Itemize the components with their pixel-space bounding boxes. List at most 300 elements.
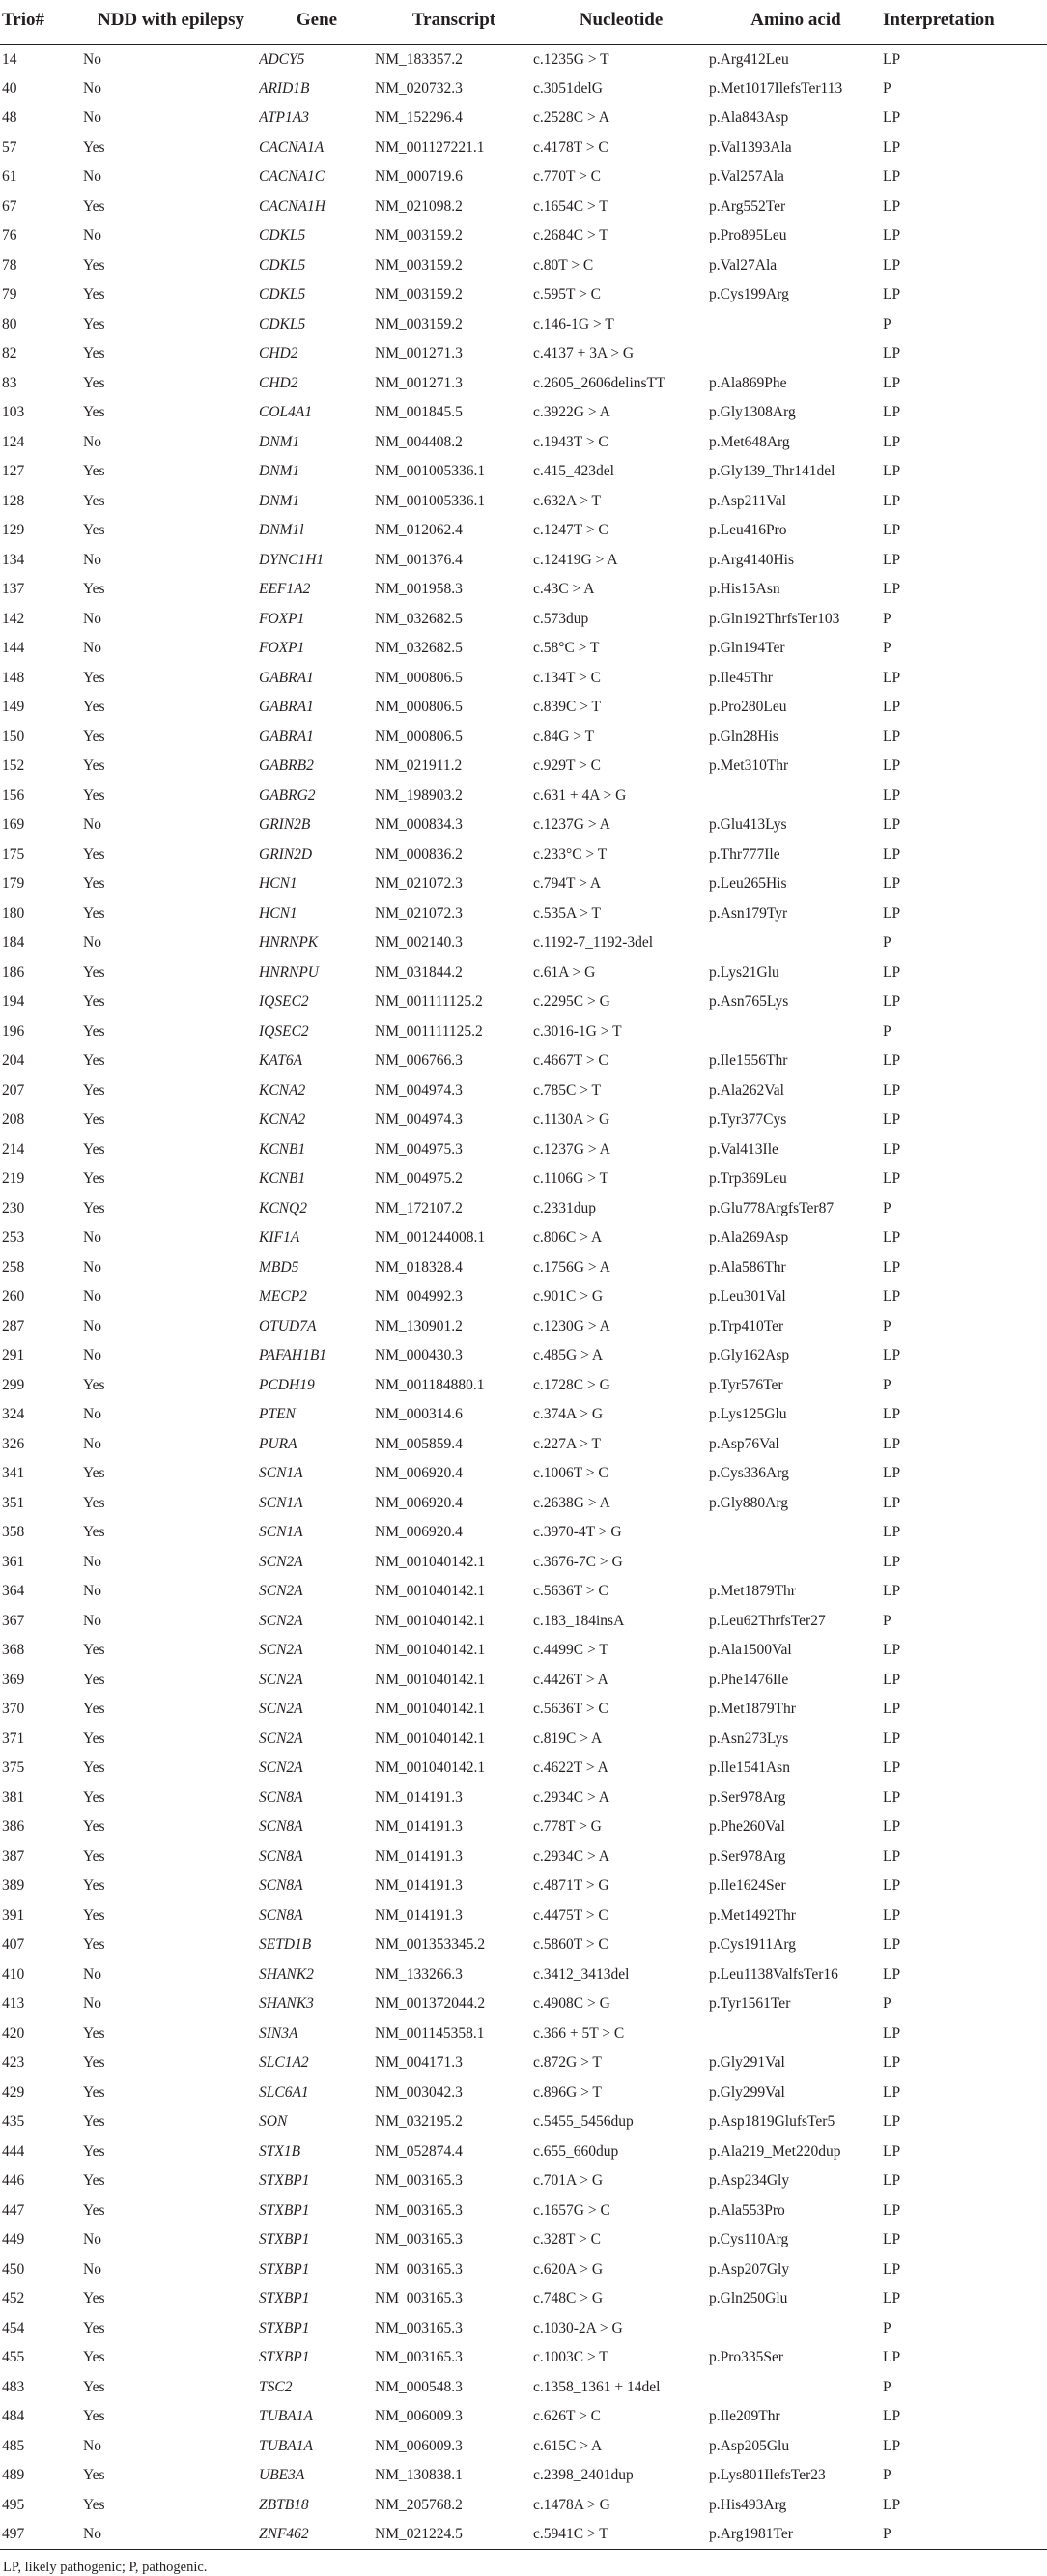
cell-trio: 169 [2, 816, 25, 834]
cell-transcript: NM_152296.4 [375, 109, 463, 127]
table-row [0, 1813, 1047, 1843]
cell-trio: 152 [2, 758, 25, 775]
header-trio: Trio# [0, 0, 83, 44]
cell-transcript: NM_003159.2 [375, 227, 463, 244]
cell-trio: 447 [2, 2201, 25, 2218]
cell-nucleotide: c.1943T > C [533, 433, 608, 450]
cell-transcript: NM_001005336.1 [375, 463, 486, 480]
cell-nucleotide: c.839C > T [533, 699, 602, 716]
cell-transcript: NM_003165.3 [375, 2172, 463, 2190]
cell-nucleotide: c.901C > G [533, 1288, 604, 1305]
cell-interpretation: LP [883, 2201, 901, 2218]
cell-gene: SCN2A [259, 1730, 303, 1747]
cell-gene: CACNA1C [259, 168, 325, 186]
cell-amino-acid [709, 1017, 883, 1047]
cell-trio: 61 [2, 168, 17, 186]
table-row [0, 428, 1047, 458]
cell-gene: KAT6A [259, 1052, 303, 1070]
cell-gene: SLC1A2 [259, 2054, 309, 2072]
cell-trio: 381 [2, 1789, 25, 1806]
cell-ndd-with-epilepsy: Yes [83, 286, 105, 303]
cell-amino-acid: p.Met1879Thr [709, 1701, 796, 1718]
cell-transcript: NM_000806.5 [375, 669, 463, 686]
cell-gene: DNM1 [259, 433, 300, 450]
cell-transcript: NM_021911.2 [375, 758, 463, 775]
cell-transcript: NM_001111125.2 [375, 993, 483, 1011]
cell-trio: 386 [2, 1818, 25, 1836]
cell-nucleotide: c.626T > C [533, 2408, 602, 2425]
header-ndd-with-epilepsy: NDD with epilepsy [83, 0, 259, 44]
cell-trio: 435 [2, 2113, 25, 2131]
cell-trio: 497 [0, 2520, 83, 2550]
cell-interpretation: LP [883, 50, 901, 68]
cell-gene: SIN3A [259, 2024, 298, 2042]
cell-amino-acid: p.Ala219_Met220dup [709, 2142, 841, 2160]
cell-interpretation: LP [883, 1965, 901, 1983]
cell-gene: CDKL5 [259, 286, 306, 303]
cell-ndd-with-epilepsy: Yes [83, 256, 105, 273]
cell-amino-acid: p.Ile209Thr [709, 2408, 780, 2425]
cell-amino-acid: p.Gly1308Arg [709, 404, 796, 421]
cell-transcript: NM_006009.3 [375, 2437, 463, 2454]
cell-ndd-with-epilepsy: Yes [83, 2290, 105, 2307]
cell-ndd-with-epilepsy: Yes [83, 1789, 105, 1806]
cell-trio: 375 [2, 1760, 25, 1777]
cell-gene: KCNA2 [259, 1081, 306, 1099]
cell-nucleotide: c.2528C > A [533, 109, 609, 127]
table-row [0, 280, 1047, 310]
cell-amino-acid: p.Gly291Val [709, 2054, 785, 2072]
table-row [0, 1282, 1047, 1312]
cell-nucleotide: c.819C > A [533, 1730, 603, 1747]
cell-trio: 137 [2, 581, 25, 598]
cell-nucleotide: c.5636T > C [533, 1583, 608, 1600]
cell-trio: 454 [2, 2319, 25, 2336]
cell-ndd-with-epilepsy: No [83, 79, 101, 97]
cell-ndd-with-epilepsy: Yes [83, 787, 105, 804]
cell-amino-acid: p.Lys801IlefsTer23 [709, 2467, 826, 2484]
cell-nucleotide: c.4908C > G [533, 1995, 610, 2013]
cell-transcript: NM_004171.3 [375, 2054, 463, 2072]
cell-transcript: NM_000806.5 [375, 728, 463, 745]
cell-nucleotide: c.328T > C [533, 2231, 602, 2248]
table-row [0, 1253, 1047, 1283]
cell-interpretation: LP [883, 404, 901, 421]
cell-trio: 371 [2, 1730, 25, 1747]
cell-trio: 326 [2, 1435, 25, 1452]
header-gene: Gene [259, 0, 375, 44]
cell-transcript: NM_032682.5 [375, 640, 463, 657]
cell-ndd-with-epilepsy: Yes [83, 1081, 105, 1099]
cell-nucleotide: c.701A > G [533, 2172, 604, 2190]
cell-ndd-with-epilepsy: No [83, 1258, 101, 1275]
cell-interpretation: LP [883, 2349, 901, 2366]
cell-amino-acid [709, 2314, 883, 2344]
cell-amino-acid: p.Leu265His [709, 875, 787, 893]
cell-trio: 175 [2, 845, 25, 863]
cell-gene: DNM1l [259, 522, 304, 539]
cell-gene: GABRA1 [259, 669, 314, 686]
cell-interpretation: LP [883, 109, 901, 127]
cell-nucleotide: c.61A > G [533, 963, 596, 981]
table-row [0, 74, 1047, 104]
cell-transcript: NM_001040142.1 [375, 1553, 486, 1570]
cell-amino-acid: p.Val413Ile [709, 1140, 778, 1158]
cell-gene: SCN2A [259, 1760, 303, 1777]
cell-trio: 444 [2, 2142, 25, 2160]
cell-nucleotide: c.4475T > C [533, 1906, 608, 1924]
cell-interpretation: LP [883, 2113, 901, 2131]
cell-interpretation: P [883, 1317, 891, 1334]
cell-nucleotide: c.929T > C [533, 758, 602, 775]
cell-amino-acid: p.Pro280Leu [709, 699, 787, 716]
cell-interpretation: LP [883, 1524, 901, 1541]
cell-amino-acid: p.Phe260Val [709, 1818, 785, 1836]
cell-transcript: NM_000430.3 [375, 1347, 463, 1364]
cell-amino-acid: p.Gln194Ter [709, 640, 785, 657]
cell-trio: 179 [2, 875, 25, 893]
cell-trio: 14 [2, 50, 17, 68]
cell-amino-acid: p.Gln192ThrfsTer103 [709, 610, 840, 627]
header-nucleotide: Nucleotide [533, 0, 709, 44]
cell-ndd-with-epilepsy: Yes [83, 758, 105, 775]
cell-trio: 413 [2, 1995, 25, 2013]
cell-amino-acid: p.Asp211Val [709, 492, 786, 509]
table-row [0, 457, 1047, 487]
cell-trio: 485 [2, 2437, 25, 2454]
cell-amino-acid: p.Arg552Ter [709, 197, 786, 215]
cell-ndd-with-epilepsy: Yes [83, 845, 105, 863]
cell-amino-acid: p.Met310Thr [709, 758, 789, 775]
cell-trio: 299 [2, 1376, 25, 1393]
cell-gene: HNRNPU [259, 963, 319, 981]
cell-transcript: NM_000836.2 [375, 845, 463, 863]
cell-amino-acid: p.Asp205Glu [709, 2437, 790, 2454]
cell-gene: UBE3A [259, 2467, 305, 2484]
cell-transcript: NM_001040142.1 [375, 1671, 486, 1688]
cell-transcript: NM_005859.4 [375, 1435, 463, 1452]
cell-amino-acid [709, 929, 883, 959]
cell-interpretation: LP [883, 787, 901, 804]
cell-amino-acid: p.Glu413Lys [709, 816, 787, 834]
cell-ndd-with-epilepsy: No [83, 1435, 101, 1452]
cell-gene: SHANK2 [259, 1965, 314, 1983]
cell-gene: PCDH19 [259, 1376, 315, 1393]
cell-ndd-with-epilepsy: Yes [83, 1170, 105, 1188]
cell-interpretation: LP [883, 2083, 901, 2101]
cell-amino-acid: p.Ala843Asp [709, 109, 789, 127]
cell-nucleotide: c.595T > C [533, 286, 602, 303]
cell-ndd-with-epilepsy: Yes [83, 1376, 105, 1393]
cell-trio: 484 [2, 2408, 25, 2425]
cell-amino-acid: p.Arg412Leu [709, 50, 789, 68]
cell-ndd-with-epilepsy: Yes [83, 1847, 105, 1865]
cell-transcript: NM_004992.3 [375, 1288, 463, 1305]
cell-interpretation: LP [883, 1258, 901, 1275]
cell-gene: GABRB2 [259, 758, 314, 775]
cell-ndd-with-epilepsy: No [83, 816, 101, 834]
cell-amino-acid: p.Leu301Val [709, 1288, 786, 1305]
table-row [0, 2196, 1047, 2226]
cell-amino-acid [709, 2019, 883, 2049]
cell-transcript: NM_003165.3 [375, 2231, 463, 2248]
cell-nucleotide: c.5860T > C [533, 1936, 608, 1954]
cell-gene: STXBP1 [259, 2349, 310, 2366]
cell-gene: SCN2A [259, 1642, 303, 1659]
cell-trio: 361 [2, 1553, 25, 1570]
cell-ndd-with-epilepsy: Yes [83, 1877, 105, 1895]
table-row [0, 2520, 1047, 2550]
cell-interpretation: LP [883, 433, 901, 450]
cell-transcript: NM_032682.5 [375, 610, 463, 627]
table-row [0, 1636, 1047, 1666]
table-body [0, 44, 1047, 2550]
cell-trio: 180 [2, 904, 25, 922]
cell-amino-acid: p.Arg1981Ter [709, 2520, 883, 2550]
cell-gene: HNRNPK [259, 934, 319, 952]
cell-trio: 129 [2, 522, 25, 539]
cell-nucleotide: c.1235G > T [533, 50, 609, 68]
cell-amino-acid: p.Asp234Gly [709, 2172, 790, 2190]
cell-interpretation: LP [883, 2024, 901, 2042]
table-row [0, 2314, 1047, 2344]
cell-trio: 452 [2, 2290, 25, 2307]
cell-amino-acid: p.Asp1819GlufsTer5 [709, 2113, 835, 2131]
table-row [0, 162, 1047, 192]
table-row [0, 900, 1047, 930]
table-row [0, 1518, 1047, 1548]
cell-interpretation: LP [883, 2231, 901, 2248]
cell-gene: SETD1B [259, 1936, 312, 1954]
cell-nucleotide: c.2684C > T [533, 227, 608, 244]
cell-gene: CHD2 [259, 345, 298, 362]
cell-gene: MECP2 [259, 1288, 307, 1305]
cell-transcript: NM_014191.3 [375, 1789, 463, 1806]
cell-gene: PAFAH1B1 [259, 1347, 327, 1364]
cell-amino-acid [709, 782, 883, 812]
cell-interpretation: LP [883, 1553, 901, 1570]
cell-trio: 144 [2, 640, 25, 657]
cell-trio: 253 [2, 1229, 25, 1246]
cell-trio: 370 [2, 1701, 25, 1718]
table-row [0, 339, 1047, 369]
cell-transcript: NM_001184880.1 [375, 1376, 485, 1393]
cell-amino-acid: p.Ile45Thr [709, 669, 773, 686]
cell-nucleotide: c.1247T > C [533, 522, 608, 539]
cell-interpretation: P [883, 2467, 891, 2484]
cell-ndd-with-epilepsy: Yes [83, 1524, 105, 1541]
table-row [0, 44, 1047, 74]
table-row [0, 310, 1047, 340]
cell-ndd-with-epilepsy: No [83, 50, 101, 68]
table-row [0, 487, 1047, 517]
cell-trio: 219 [2, 1170, 25, 1188]
cell-trio: 204 [2, 1052, 25, 1070]
cell-gene: ATP1A3 [259, 109, 309, 127]
cell-transcript: NM_001271.3 [375, 345, 463, 362]
cell-amino-acid: p.His493Arg [709, 2496, 787, 2513]
cell-transcript: NM_001958.3 [375, 581, 463, 598]
cell-amino-acid [709, 1548, 883, 1578]
table-row [0, 1430, 1047, 1460]
table-row [0, 2019, 1047, 2049]
cell-nucleotide: c.485G > A [533, 1347, 604, 1364]
cell-gene: STXBP1 [259, 2201, 310, 2218]
cell-nucleotide: c.655_660dup [533, 2142, 619, 2160]
cell-interpretation: LP [883, 492, 901, 509]
cell-nucleotide: c.1728C > G [533, 1376, 610, 1393]
cell-interpretation: LP [883, 1081, 901, 1099]
cell-trio: 291 [2, 1347, 25, 1364]
cell-nucleotide: c.3970-4T > G [533, 1524, 622, 1541]
cell-interpretation: LP [883, 1229, 901, 1246]
cell-ndd-with-epilepsy: Yes [83, 197, 105, 215]
cell-ndd-with-epilepsy: Yes [83, 581, 105, 598]
cell-trio: 367 [2, 1612, 25, 1629]
cell-interpretation: P [883, 315, 891, 332]
cell-transcript: NM_130838.1 [375, 2467, 463, 2484]
cell-amino-acid: p.Leu416Pro [709, 522, 787, 539]
table-row [0, 398, 1047, 428]
cell-gene: SCN2A [259, 1671, 303, 1688]
cell-amino-acid: p.Ser978Arg [709, 1789, 786, 1806]
cell-amino-acid: p.Cys1911Arg [709, 1936, 796, 1954]
cell-nucleotide: c.146-1G > T [533, 315, 614, 332]
cell-nucleotide: c.1654C > T [533, 197, 608, 215]
cell-nucleotide: c.2934C > A [533, 1847, 609, 1865]
cell-gene: ARID1B [259, 79, 310, 97]
table-row [0, 2343, 1047, 2373]
table-row [0, 516, 1047, 546]
cell-nucleotide: c.2331dup [533, 1199, 597, 1216]
cell-nucleotide: c.1478A > G [533, 2496, 610, 2513]
cell-ndd-with-epilepsy: Yes [83, 699, 105, 716]
cell-nucleotide: c.2638G > A [533, 1494, 610, 1511]
table-row [0, 1371, 1047, 1401]
cell-nucleotide: c.770T > C [533, 168, 602, 186]
cell-interpretation: LP [883, 2408, 901, 2425]
cell-interpretation: LP [883, 345, 901, 362]
table-row [0, 1725, 1047, 1755]
cell-ndd-with-epilepsy: No [83, 433, 101, 450]
cell-gene: GRIN2B [259, 816, 311, 834]
cell-ndd-with-epilepsy: No [83, 1995, 101, 2013]
cell-amino-acid: p.Ala269Asp [709, 1229, 789, 1246]
cell-nucleotide: c.1358_1361 + 14del [533, 2378, 661, 2395]
cell-trio: 341 [2, 1465, 25, 1482]
table-header-row [0, 0, 1047, 44]
cell-gene: SON [259, 2113, 288, 2131]
cell-ndd-with-epilepsy: No [83, 1317, 101, 1334]
cell-amino-acid: p.Ala586Thr [709, 1258, 786, 1275]
cell-gene: GABRA1 [259, 728, 314, 745]
cell-ndd-with-epilepsy: Yes [83, 1494, 105, 1511]
cell-nucleotide: c.12419G > A [533, 551, 618, 568]
cell-trio: 186 [2, 963, 25, 981]
cell-interpretation: P [883, 610, 891, 627]
cell-gene: KCNB1 [259, 1140, 306, 1158]
cell-nucleotide: c.1130A > G [533, 1111, 610, 1129]
cell-transcript: NM_001244008.1 [375, 1229, 486, 1246]
cell-interpretation: LP [883, 1936, 901, 1954]
cell-transcript: NM_198903.2 [375, 787, 463, 804]
cell-trio: 194 [2, 993, 25, 1011]
cell-transcript: NM_006766.3 [375, 1052, 463, 1070]
cell-transcript: NM_003159.2 [375, 256, 463, 273]
cell-transcript: NM_000548.3 [375, 2378, 463, 2395]
cell-gene: CDKL5 [259, 315, 306, 332]
cell-gene: STXBP1 [259, 2290, 310, 2307]
table-row [0, 1341, 1047, 1371]
cell-interpretation: LP [883, 1406, 901, 1423]
table-row [0, 575, 1047, 605]
cell-amino-acid: p.Cys199Arg [709, 286, 789, 303]
table-row [0, 870, 1047, 900]
cell-trio: 127 [2, 463, 25, 480]
cell-ndd-with-epilepsy: Yes [83, 404, 105, 421]
cell-interpretation: LP [883, 904, 901, 922]
cell-trio: 450 [2, 2260, 25, 2277]
cell-ndd-with-epilepsy: No [83, 2260, 101, 2277]
cell-trio: 483 [2, 2378, 25, 2395]
cell-ndd-with-epilepsy: Yes [83, 492, 105, 509]
cell-trio: 391 [2, 1906, 25, 1924]
cell-interpretation: P [883, 1022, 891, 1040]
cell-trio: 230 [2, 1199, 25, 1216]
table-row [0, 1017, 1047, 1047]
table-row [0, 2373, 1047, 2403]
cell-interpretation: LP [883, 1465, 901, 1482]
cell-transcript: NM_001271.3 [375, 374, 463, 391]
cell-trio: 429 [2, 2083, 25, 2101]
cell-gene: STXBP1 [259, 2319, 310, 2336]
cell-gene: GABRA1 [259, 699, 314, 716]
cell-amino-acid [709, 339, 883, 369]
cell-transcript: NM_000806.5 [375, 699, 463, 716]
cell-trio: 358 [2, 1524, 25, 1541]
cell-nucleotide: c.5941C > T [533, 2520, 709, 2550]
cell-ndd-with-epilepsy: Yes [83, 463, 105, 480]
cell-trio: 258 [2, 1258, 25, 1275]
cell-interpretation: LP [883, 845, 901, 863]
cell-interpretation: LP [883, 227, 901, 244]
cell-gene: TUBA1A [259, 2437, 313, 2454]
cell-interpretation: LP [883, 168, 901, 186]
cell-interpretation: P [883, 2319, 891, 2336]
cell-amino-acid: p.Gly880Arg [709, 1494, 788, 1511]
cell-ndd-with-epilepsy: No [83, 1612, 101, 1629]
cell-ndd-with-epilepsy: Yes [83, 1465, 105, 1482]
cell-nucleotide: c.4667T > C [533, 1052, 608, 1070]
cell-transcript: NM_032195.2 [375, 2113, 463, 2131]
cell-amino-acid: p.Val257Ala [709, 168, 784, 186]
cell-gene: FOXP1 [259, 610, 305, 627]
cell-nucleotide: c.2934C > A [533, 1789, 609, 1806]
cell-ndd-with-epilepsy: Yes [83, 2024, 105, 2042]
cell-ndd-with-epilepsy: Yes [83, 1022, 105, 1040]
cell-ndd-with-epilepsy: Yes [83, 1906, 105, 1924]
cell-nucleotide: c.573dup [533, 610, 589, 627]
table-row [0, 2461, 1047, 2491]
table-row [0, 1989, 1047, 2019]
table-row [0, 1223, 1047, 1253]
cell-trio: 128 [2, 492, 25, 509]
table-footnote: LP, likely pathogenic; P, pathogenic. [3, 2560, 208, 2575]
table-row [0, 1607, 1047, 1637]
cell-nucleotide: c.632A > T [533, 492, 602, 509]
cell-ndd-with-epilepsy: Yes [83, 1642, 105, 1659]
cell-nucleotide: c.58°C > T [533, 640, 600, 657]
